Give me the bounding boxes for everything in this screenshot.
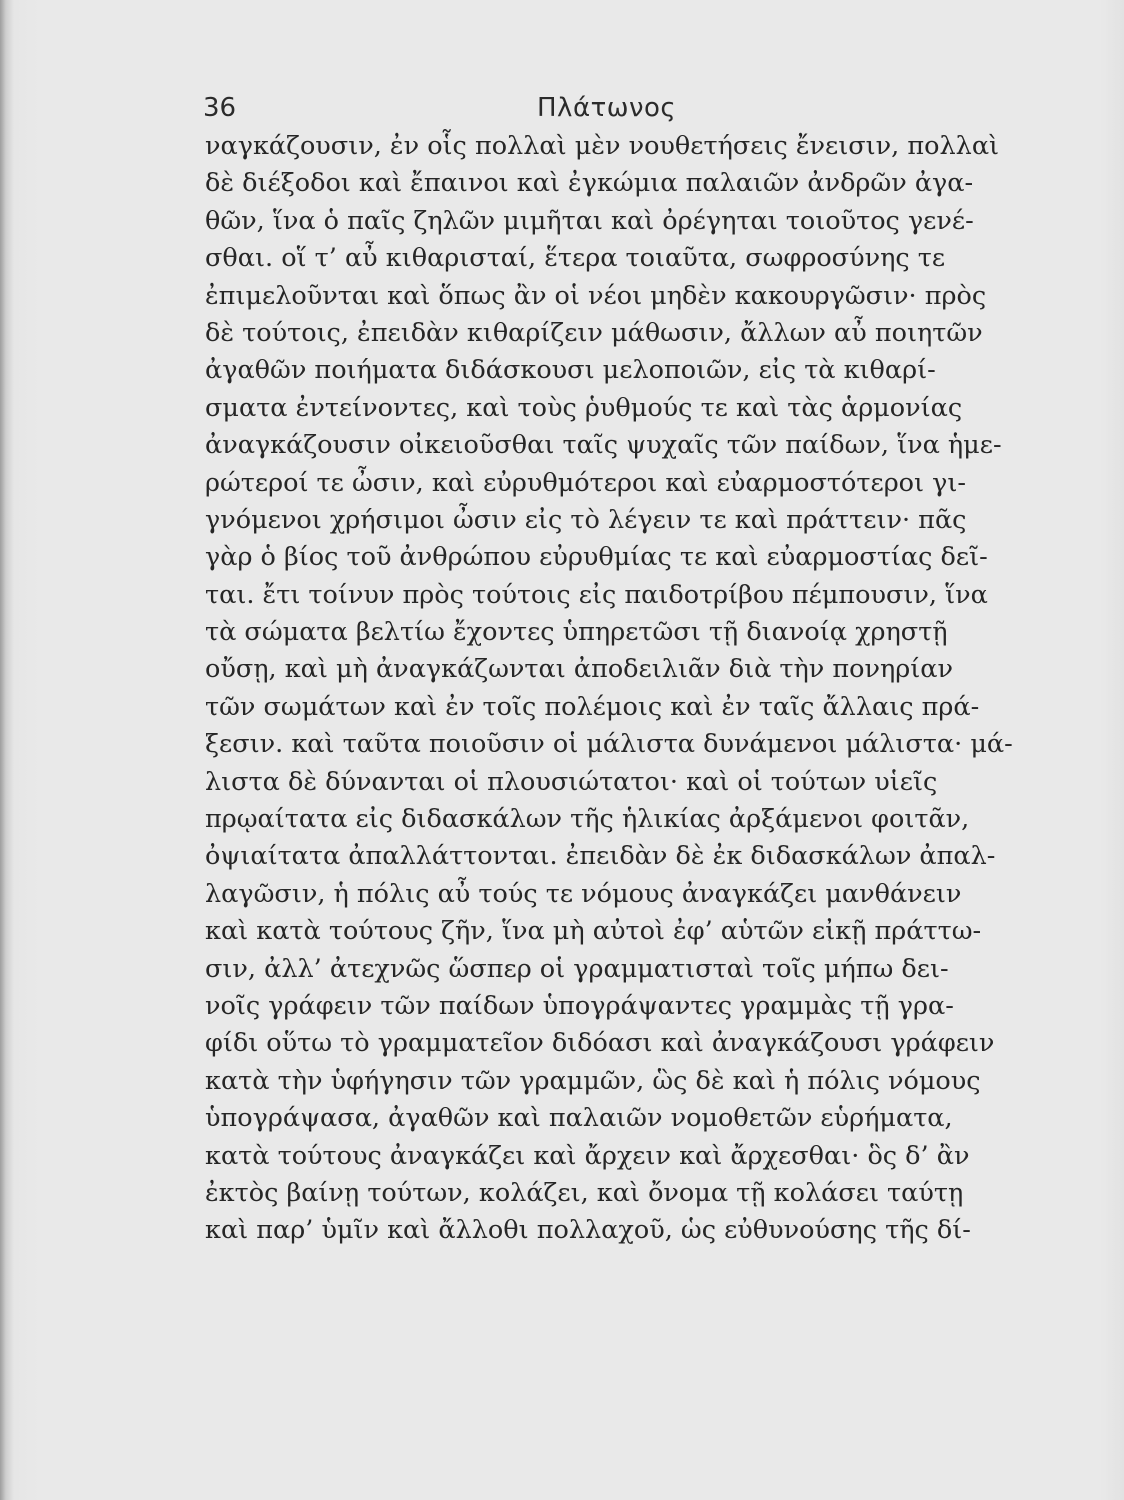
- text-line: σιν, ἀλλ’ ἀτεχνῶς ὥσπερ οἱ γραμματισταὶ τοῖς μήπω δει-: [205, 953, 949, 984]
- text-line: ἀγαθῶν ποιήματα διδάσκουσι μελοποιῶν, εἰς τὰ κιθαρί-: [205, 355, 936, 386]
- text-line: φίδι οὕτω τὸ γραμματεῖον διδόασι καὶ ἀναγκάζουσι γράφειν: [205, 1028, 995, 1059]
- text-line: καὶ κατὰ τούτους ζῆν, ἵνα μὴ αὐτοὶ ἐφ’ αὑτῶν εἰκῇ πράττω-: [205, 916, 982, 947]
- text-line: σθαι. οἵ τ’ αὖ κιθαρισταί, ἕτερα τοιαῦτα, σωφροσύνης τε: [205, 243, 946, 274]
- text-line: καὶ παρ’ ὑμῖν καὶ ἄλλοθι πολλαχοῦ, ὡς εὐθυνούσης τῆς δί-: [205, 1215, 971, 1246]
- body-text: [205, 128, 1075, 1250]
- text-line: γνόμενοι χρήσιμοι ὦσιν εἰς τὸ λέγειν τε καὶ πράττειν· πᾶς: [205, 504, 967, 535]
- text-line: δὲ τούτοις, ἐπειδὰν κιθαρίζειν μάθωσιν, ἄλλων αὖ ποιητῶν: [205, 317, 983, 348]
- text-line: ναγκάζουσιν, ἐν οἷς πολλαὶ μὲν νουθετήσεις ἔνεισιν, πολλαὶ: [205, 131, 1000, 161]
- text-line: ἐπιμελοῦνται καὶ ὅπως ἂν οἱ νέοι μηδὲν κακουργῶσιν· πρὸς: [205, 280, 987, 311]
- text-line: ἐκτὸς βαίνῃ τούτων, κολάζει, καὶ ὄνομα τῇ κολάσει ταύτῃ: [205, 1177, 964, 1208]
- text-line: λιστα δὲ δύνανται οἱ πλουσιώτατοι· καὶ οἱ τούτων υἱεῖς: [205, 766, 938, 797]
- text-line: ται. ἔτι τοίνυν πρὸς τούτοις εἰς παιδοτρίβου πέμπουσιν, ἵνα: [205, 579, 988, 610]
- text-line: γὰρ ὁ βίος τοῦ ἀνθρώπου εὐρυθμίας τε καὶ εὐαρμοστίας δεῖ-: [205, 542, 988, 573]
- text-line: πρῳαίτατα εἰς διδασκάλων τῆς ἡλικίας ἀρξάμενοι φοιτᾶν,: [205, 804, 970, 835]
- page-number: 36: [203, 93, 237, 123]
- text-line: σματα ἐντείνοντες, καὶ τοὺς ῥυθμούς τε καὶ τὰς ἁρμονίας: [205, 392, 963, 423]
- text-line: νοῖς γράφειν τῶν παίδων ὑπογράψαντες γραμμὰς τῇ γρα-: [205, 990, 954, 1021]
- text-line: ὑπογράψασα, ἀγαθῶν καὶ παλαιῶν νομοθετῶν εὑρήματα,: [205, 1103, 953, 1134]
- text-line: ρώτεροί τε ὦσιν, καὶ εὐρυθμότεροι καὶ εὐαρμοστότεροι γι-: [205, 467, 966, 498]
- running-title: Πλάτωνος: [537, 93, 677, 123]
- text-line: οὔσῃ, καὶ μὴ ἀναγκάζωνται ἀποδειλιᾶν διὰ τὴν πονηρίαν: [205, 654, 954, 685]
- text-line: δὲ διέξοδοι καὶ ἔπαινοι καὶ ἐγκώμια παλαιῶν ἀνδρῶν ἀγα-: [205, 168, 974, 199]
- text-line: ὀψιαίτατα ἀπαλλάττονται. ἐπειδὰν δὲ ἐκ διδασκάλων ἀπαλ-: [205, 841, 996, 872]
- text-line: τὰ σώματα βελτίω ἔχοντες ὑπηρετῶσι τῇ διανοίᾳ χρηστῇ: [205, 617, 948, 648]
- text-line: θῶν, ἵνα ὁ παῖς ζηλῶν μιμῆται καὶ ὀρέγηται τοιοῦτος γενέ-: [205, 205, 974, 236]
- text-line: ξεσιν. καὶ ταῦτα ποιοῦσιν οἱ μάλιστα δυνάμενοι μάλιστα· μά-: [205, 729, 1013, 760]
- text-line: λαγῶσιν, ἡ πόλις αὖ τούς τε νόμους ἀναγκάζει μανθάνειν: [205, 878, 962, 909]
- text-line: ἀναγκάζουσιν οἰκειοῦσθαι ταῖς ψυχαῖς τῶν παίδων, ἵνα ἡμε-: [205, 430, 1002, 461]
- text-line: κατὰ τούτους ἀναγκάζει καὶ ἄρχειν καὶ ἄρχεσθαι· ὃς δ’ ἂν: [205, 1140, 970, 1171]
- text-line: τῶν σωμάτων καὶ ἐν τοῖς πολέμοις καὶ ἐν ταῖς ἄλλαις πρά-: [205, 691, 980, 722]
- text-line: κατὰ τὴν ὑφήγησιν τῶν γραμμῶν, ὣς δὲ καὶ ἡ πόλις νόμους: [205, 1065, 981, 1096]
